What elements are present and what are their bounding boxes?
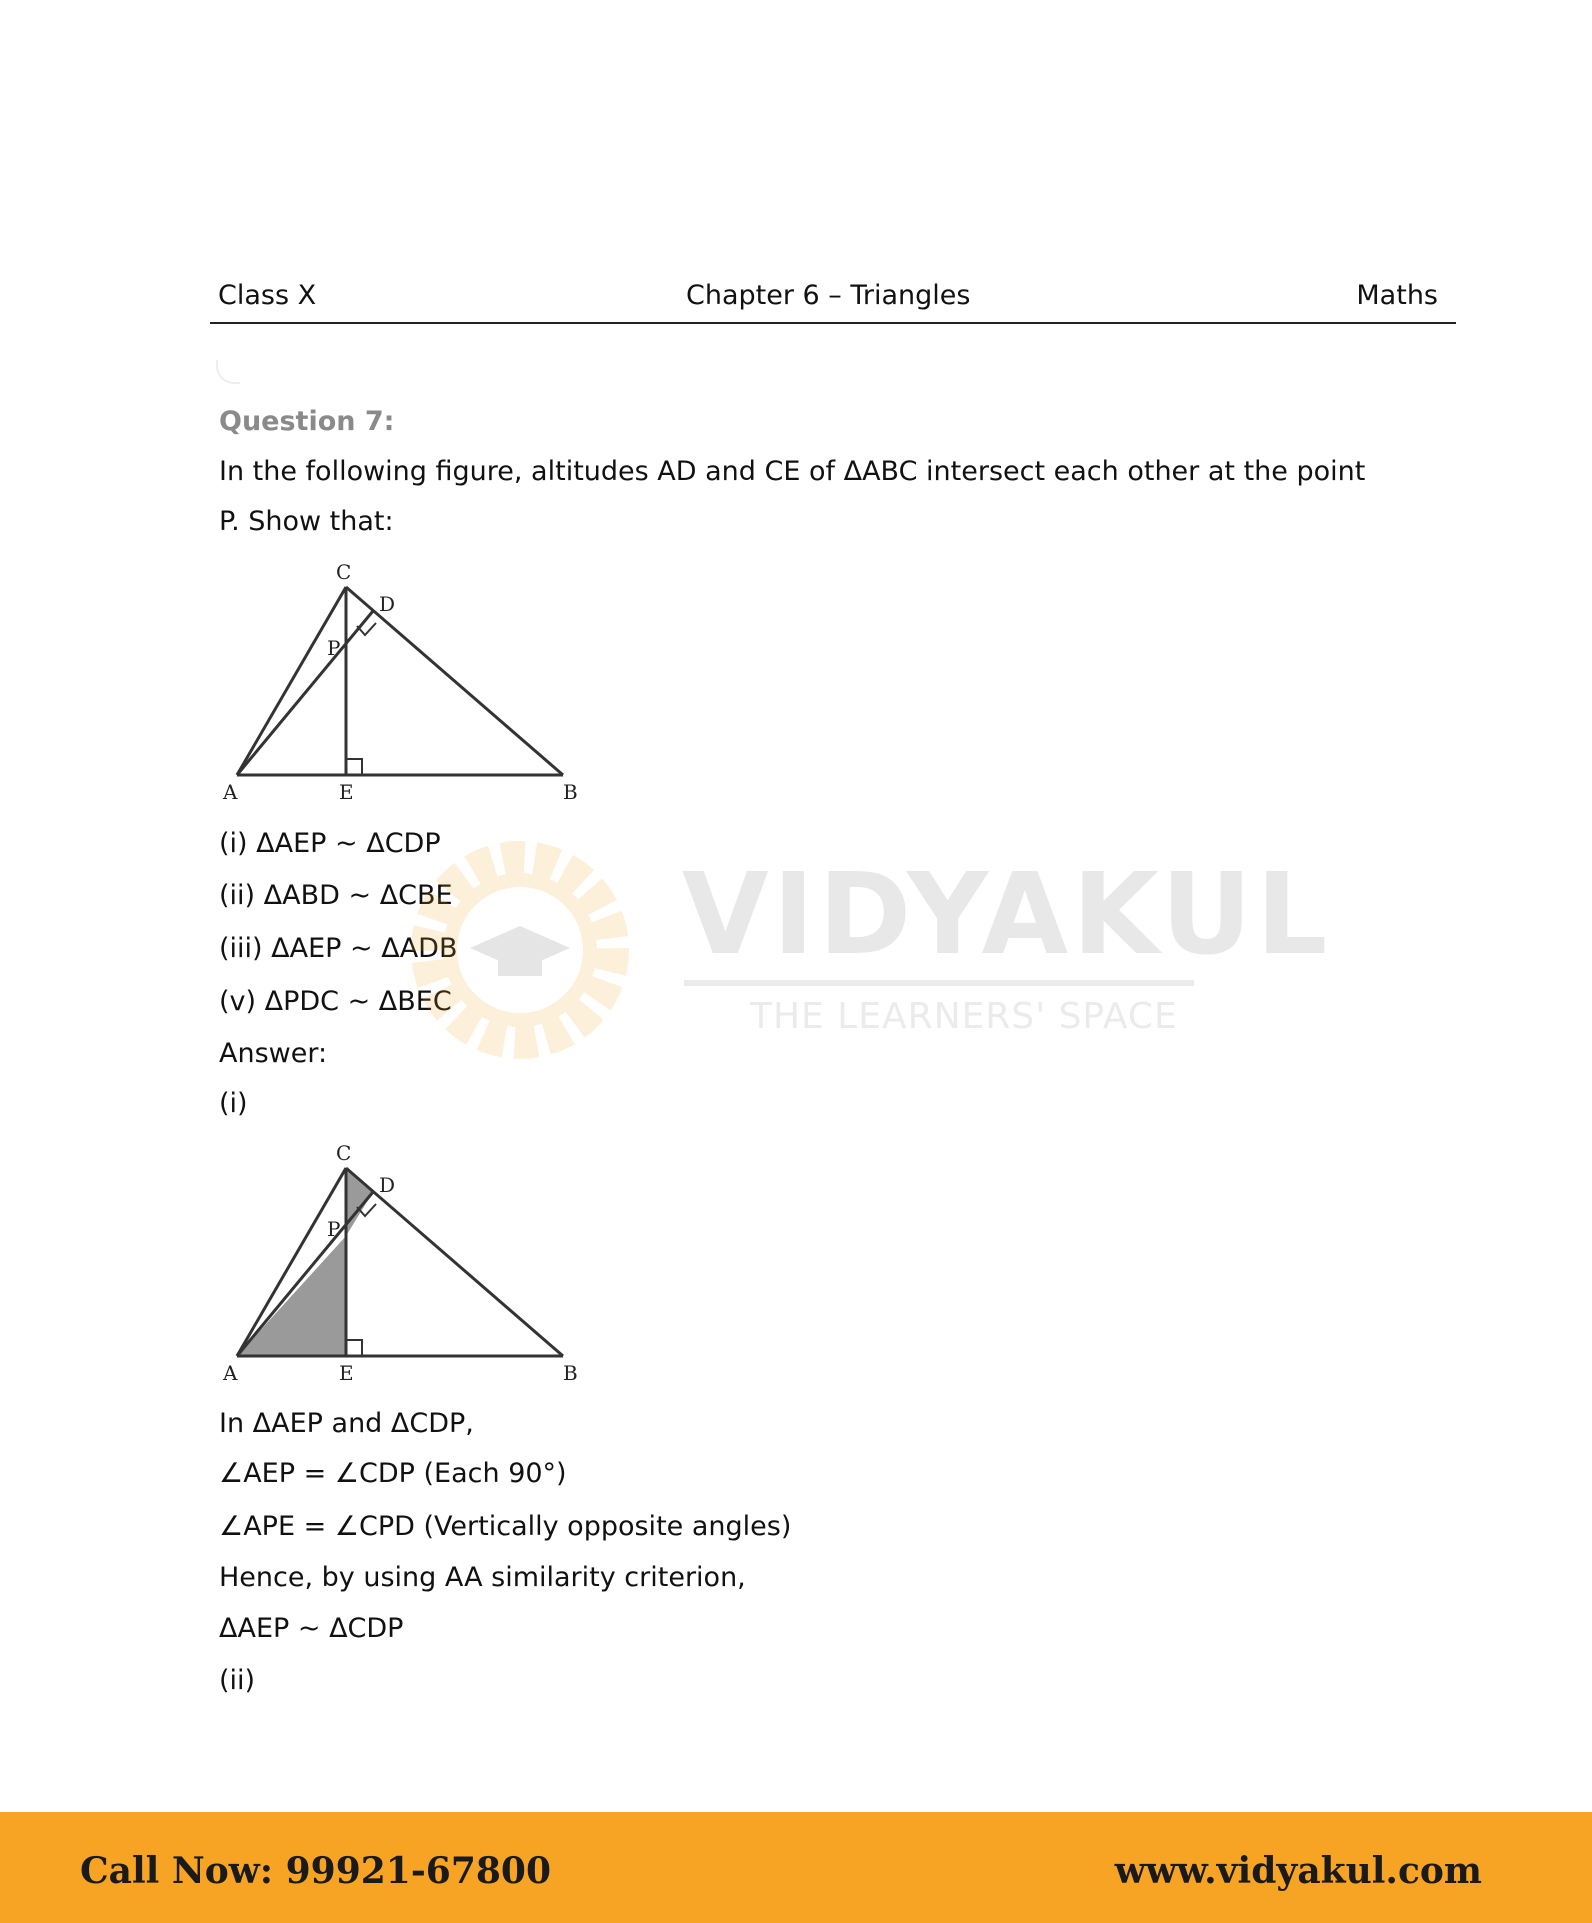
label-e-2: E	[339, 1361, 354, 1385]
label-e: E	[339, 780, 354, 804]
footer-call: Call Now: 99921-67800	[80, 1850, 552, 1892]
triangle-figure-question	[219, 555, 599, 805]
watermark-rule	[684, 980, 1194, 986]
answer-line-4: Hence, by using AA similarity criterion,	[219, 1562, 746, 1593]
footer-bar	[0, 1812, 1592, 1923]
answer-line-5: ΔAEP ~ ΔCDP	[219, 1613, 404, 1644]
answer-line-1: In ΔAEP and ΔCDP,	[219, 1408, 474, 1439]
label-b: B	[563, 780, 578, 804]
vidyakul-watermark	[400, 830, 1332, 1090]
label-c-2: C	[336, 1141, 352, 1165]
triangle-figure-answer	[219, 1136, 599, 1386]
label-a-2: A	[223, 1361, 238, 1385]
answer-line-6: (ii)	[219, 1665, 256, 1696]
label-c: C	[336, 560, 352, 584]
label-p: P	[327, 636, 341, 660]
label-a: A	[223, 780, 238, 804]
label-d-2: D	[379, 1173, 396, 1197]
footer-website[interactable]: www.vidyakul.com	[1114, 1850, 1482, 1892]
question-text-line2: P. Show that:	[219, 506, 394, 537]
part-1: (i) ΔAEP ~ ΔCDP	[219, 828, 441, 859]
watermark-brand: VIDYAKUL	[682, 850, 1332, 980]
faint-scan-mark	[216, 360, 240, 384]
label-d: D	[379, 592, 396, 616]
header-chapter: Chapter 6 – Triangles	[686, 280, 971, 311]
label-b-2: B	[563, 1361, 578, 1385]
part-2: (ii) ΔABD ~ ΔCBE	[219, 880, 453, 911]
page-header	[210, 278, 1456, 324]
part-3: (iii) ΔAEP ~ ΔADB	[219, 933, 458, 964]
answer-label: Answer:	[219, 1038, 328, 1069]
part-4: (v) ΔPDC ~ ΔBEC	[219, 986, 452, 1017]
label-p-2: P	[327, 1217, 341, 1241]
header-class: Class X	[218, 280, 317, 311]
answer-line-2: ∠AEP = ∠CDP (Each 90°)	[219, 1458, 567, 1489]
question-text-line1: In the following figure, altitudes AD and CE of ΔABC intersect each other at the point	[219, 456, 1366, 487]
question-title: Question 7:	[219, 406, 395, 437]
answer-line-3: ∠APE = ∠CPD (Vertically opposite angles)	[219, 1511, 792, 1542]
answer-part-i: (i)	[219, 1088, 248, 1119]
watermark-tagline: THE LEARNERS' SPACE	[750, 996, 1178, 1037]
header-subject: Maths	[1356, 280, 1438, 311]
